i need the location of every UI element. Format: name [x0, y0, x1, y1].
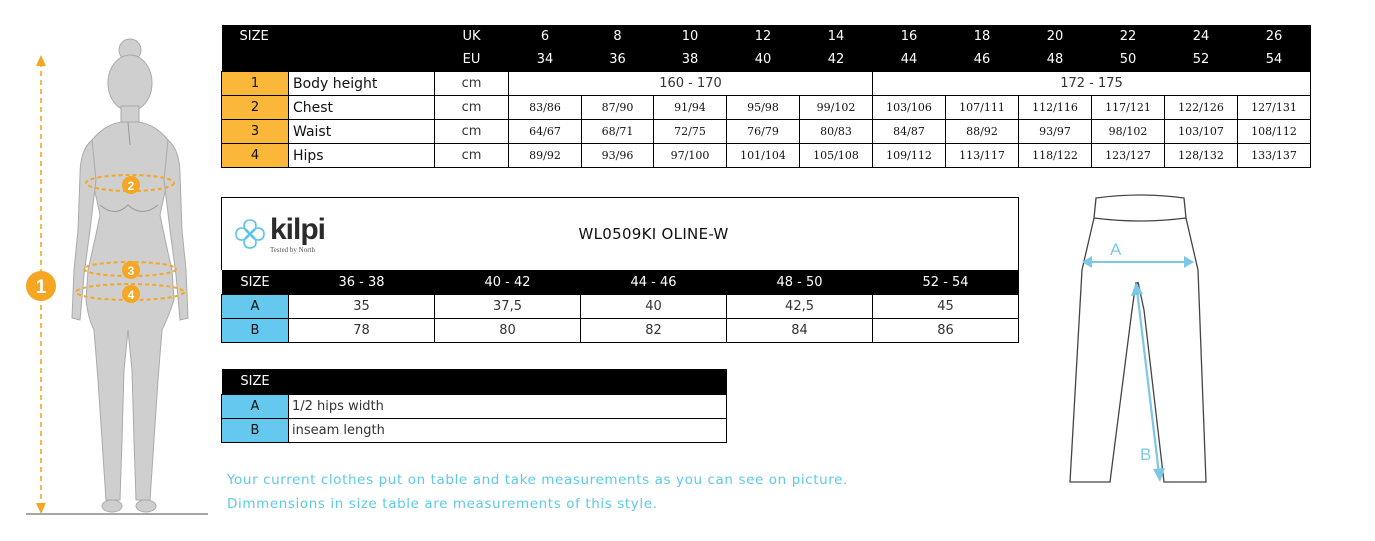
height-range: 172 - 175	[873, 72, 1311, 96]
row-key: B	[222, 419, 289, 443]
row-number: 1	[222, 72, 289, 96]
size-range: 40 - 42	[435, 270, 581, 295]
uk-size: 20	[1019, 25, 1092, 48]
cell: 98/102	[1092, 120, 1165, 144]
cell: 42,5	[727, 295, 873, 319]
knot-icon	[232, 216, 268, 252]
brand-tagline: Tested by North	[270, 245, 316, 254]
svg-text:4: 4	[127, 288, 135, 302]
height-range: 160 - 170	[509, 72, 873, 96]
cell: 103/107	[1165, 120, 1238, 144]
marker-height	[26, 271, 56, 301]
svg-text:1: 1	[35, 277, 47, 298]
table-row	[222, 120, 1311, 144]
row-key: B	[222, 319, 289, 343]
cell: 108/112	[1238, 120, 1311, 144]
cell: 83/86	[509, 96, 582, 120]
cell: 87/90	[582, 96, 654, 120]
size-header-label: SIZE	[222, 369, 289, 395]
row-number: 2	[222, 96, 289, 120]
size-range: 36 - 38	[289, 270, 435, 295]
cell: 107/111	[946, 96, 1019, 120]
cell: 122/126	[1165, 96, 1238, 120]
row-name: Body height	[289, 72, 435, 96]
marker-hips	[122, 285, 140, 303]
brand-name: kilpi	[270, 212, 326, 246]
cell: 105/108	[800, 144, 873, 168]
svg-text:2: 2	[127, 179, 135, 193]
cell: 93/96	[582, 144, 654, 168]
row-name: Waist	[289, 120, 435, 144]
size-range: 48 - 50	[727, 270, 873, 295]
eu-size: 50	[1092, 48, 1165, 72]
eu-size: 46	[946, 48, 1019, 72]
cell: 84/87	[873, 120, 946, 144]
pants-diagram	[1060, 190, 1220, 490]
kilpi-logo	[222, 212, 435, 254]
uk-size: 10	[654, 25, 727, 48]
cell: 88/92	[946, 120, 1019, 144]
eu-size: 40	[727, 48, 800, 72]
cell: 91/94	[654, 96, 727, 120]
label-b: B	[1140, 445, 1152, 464]
cell: 133/137	[1238, 144, 1311, 168]
table-row	[222, 319, 1019, 343]
row-unit: cm	[435, 72, 509, 96]
cell: 109/112	[873, 144, 946, 168]
cell: 128/132	[1165, 144, 1238, 168]
cell: 123/127	[1092, 144, 1165, 168]
cell: 82	[581, 319, 727, 343]
uk-size: 18	[946, 25, 1019, 48]
cell: 113/117	[946, 144, 1019, 168]
cell: 64/67	[509, 120, 582, 144]
size-range: 52 - 54	[873, 270, 1019, 295]
row-unit: cm	[435, 96, 509, 120]
row-number: 3	[222, 120, 289, 144]
row-unit: cm	[435, 120, 509, 144]
instruction-note: Dimmensions in size table are measurements of this style.	[227, 496, 658, 512]
row-name: Hips	[289, 144, 435, 168]
model-name: WL0509KI OLINE-W	[435, 198, 873, 271]
cell: 101/104	[727, 144, 800, 168]
size-range: 44 - 46	[581, 270, 727, 295]
eu-size: 52	[1165, 48, 1238, 72]
cell: 127/131	[1238, 96, 1311, 120]
body-measurement-figure	[0, 0, 215, 541]
eu-size: 38	[654, 48, 727, 72]
cell: 68/71	[582, 120, 654, 144]
label-a: A	[1110, 240, 1122, 259]
cell: 86	[873, 319, 1019, 343]
row-key: A	[222, 295, 289, 319]
eu-size: 34	[509, 48, 582, 72]
cell: 78	[289, 319, 435, 343]
uk-size: 14	[800, 25, 873, 48]
cell: 80/83	[800, 120, 873, 144]
cell: 37,5	[435, 295, 581, 319]
marker-waist	[122, 261, 140, 279]
cell: 97/100	[654, 144, 727, 168]
table-row	[222, 96, 1311, 120]
row-description: 1/2 hips width	[289, 395, 727, 419]
table-row	[222, 395, 727, 419]
uk-size: 26	[1238, 25, 1311, 48]
uk-size: 24	[1165, 25, 1238, 48]
uk-size: 8	[582, 25, 654, 48]
eu-size: 36	[582, 48, 654, 72]
instruction-note: Your current clothes put on table and take measurements as you can see on picture.	[227, 472, 848, 488]
table-row	[222, 295, 1019, 319]
cell: 35	[289, 295, 435, 319]
table-row	[222, 144, 1311, 168]
uk-size: 16	[873, 25, 946, 48]
cell: 45	[873, 295, 1019, 319]
row-number: 4	[222, 144, 289, 168]
cell: 84	[727, 319, 873, 343]
row-unit: cm	[435, 144, 509, 168]
uk-label: UK	[435, 25, 509, 48]
marker-chest	[122, 176, 140, 194]
uk-size: 12	[727, 25, 800, 48]
cell: 103/106	[873, 96, 946, 120]
cell: 80	[435, 319, 581, 343]
size-header-label: SIZE	[222, 270, 289, 295]
cell: 89/92	[509, 144, 582, 168]
row-name: Chest	[289, 96, 435, 120]
cell: 40	[581, 295, 727, 319]
row-description: inseam length	[289, 419, 727, 443]
uk-size: 6	[509, 25, 582, 48]
size-chart-table	[221, 25, 1311, 168]
cell: 93/97	[1019, 120, 1092, 144]
uk-size: 22	[1092, 25, 1165, 48]
eu-size: 42	[800, 48, 873, 72]
cell: 72/75	[654, 120, 727, 144]
cell: 95/98	[727, 96, 800, 120]
svg-text:3: 3	[127, 264, 135, 278]
table-row	[222, 72, 1311, 96]
cell: 112/116	[1019, 96, 1092, 120]
eu-label: EU	[435, 48, 509, 72]
cell: 76/79	[727, 120, 800, 144]
cell: 118/122	[1019, 144, 1092, 168]
row-key: A	[222, 395, 289, 419]
product-size-table	[221, 197, 1019, 343]
cell: 99/102	[800, 96, 873, 120]
eu-size: 48	[1019, 48, 1092, 72]
table-row	[222, 419, 727, 443]
size-header-label: SIZE	[222, 25, 435, 48]
measurement-legend-table	[221, 369, 727, 443]
eu-size: 44	[873, 48, 946, 72]
eu-size: 54	[1238, 48, 1311, 72]
cell: 117/121	[1092, 96, 1165, 120]
